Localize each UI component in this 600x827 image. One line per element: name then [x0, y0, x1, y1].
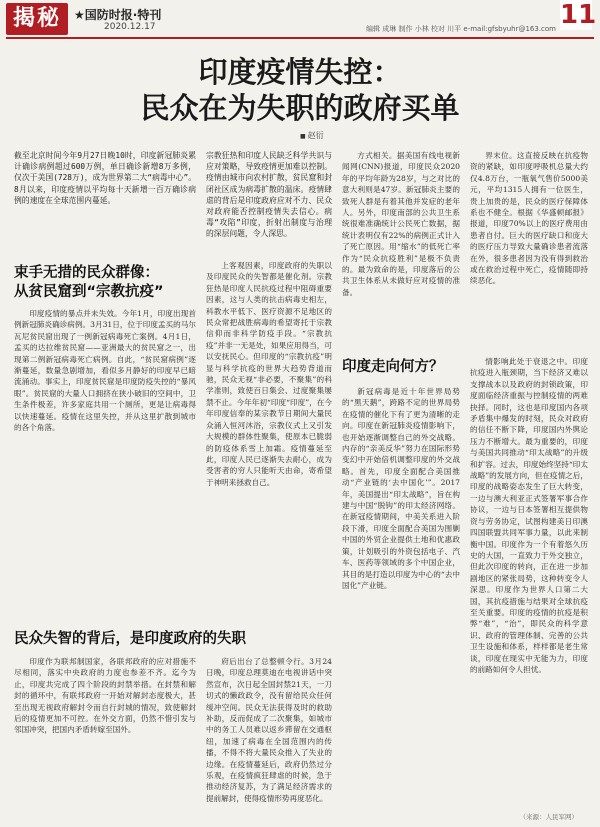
section-1-column-2: 上客观因素，印度政府的失职以及印度民众的失智都是催化剂。宗教狂热是印度人民抗疫过程中阻碍重要因素，这与人类的抗击病毒史相左，科教水平低下、医疗资源不足地区的民众常把战胜病毒的希望寄托于宗教信仰而非科学防疫手段。“宗教抗疫”并非一无是处，如果应用得当，可以安抚民心。但印度的“宗教抗疫”明显与科学抗疫的世界大趋势背道而驰，民众无视“非必要，不聚集”的科学准则，致使百日集会、过度聚集屡禁不止。今年年初“印度“印度”，在今年印度信奉的某宗教节日期间大量民众涌入恒河沐浴，宗教仪式上又引发大规模的群体性聚集，使原本已脆弱的防疫体系雪上加霜。疫情蔓延至此，印度人民已逐渐失去耐心，成为受害者的穷人只能听天由命，寄希望于神明来拯救自己。	[206, 261, 332, 487]
section-1-column-1: 印度疫情的暴点并未失效。今年1月，印度出现首例新冠肺炎确诊病例。3月31日，位于印度孟买的马尔瓦尼贫民窟出现了一例新冠病毒死亡案例。4月1日，孟买的达拉维贫民窟——亚洲最大的贫民窟之一，出现第二例新冠病毒死亡病例。自此，“贫民窟病例”逐渐蔓延，数量急剧增加，看似多月静好的印度早已暗流涌动。事实上，印度贫民窟是印度防疫失控的“暴风眼”。贫民窟的大量人口拥挤在狭小破旧的空间中，卫生条件极差，许多家庭共用一个厕所，更是让病毒得以快速蔓延。疫情在这里失控，并从这里扩散到城市的各个角落。	[14, 309, 196, 433]
lead-paragraph-2: 宗教狂热和印度人民缺乏科学共识与应对策略，导致疫情更加难以控制。疫情由城市向农村扩散，贫民窟和封闭社区成为病毒扩散的温床。疫情肆虐的背后是印度政府应对不力、民众对政府能否控制疫情失去信心。病毒“攻陷”印度，折射出制度与治理的深层问题，令人深思。	[206, 151, 332, 239]
column-3-top: 方式相关。据美国有线电视新闻网(CNN)报道，印度民众2020年的平均年龄为28岁，与之对比的意大利则是47岁。新冠肺炎主要的致死人群是有着其他并发症的老年人。另外，印度南部的公共卫生系统很难准确统计公民死亡数据，据统计表明仅有22%的病例正式计入了死亡原因。用“缩水”的低死亡率作为“民众抗疫胜利”是极不负责的。最为致命的是，印度落后的公共卫生体系从未做好应对疫情的准备。	[342, 151, 460, 297]
page-number: 11	[560, 0, 597, 30]
headline-line-2: 民众在为失职的政府买单	[140, 91, 460, 125]
section-3-column-2: 府后出台了总整顿令行。3月24日晚，印度总理莫迪在电视讲话中突然宣布，次日起全国封禁21天，一刀切式的懒政政令，没有留给民众任何缓冲空间。民众无法获得及时的救助补助，反而促成了二次聚集，如城市中的务工人员难以返乡滞留在交通枢纽，加速了病毒在全国范围内的传播，不得不将大量民众推入了失业的边缘。在疫情蔓延后，政府仍然过分乐观，在疫情疯狂肆虐的时候，急于推动经济复苏，为了满足经济需求的提前解封，使得疫情形势再度恶化。	[206, 657, 332, 803]
editor-credits: 编辑 成琳 制作 小林 校对 川平 e-mail:gfsbyuhr@163.com	[366, 25, 556, 33]
column-4-top: 界末位。这直接反映在抗疫物资的紧缺，如印度呼吸机总量大约仅4.8万台，一瓶氧气售价5000美元，平均1315人拥有一位医生，贵上加贵的是，民众的医疗保障体系也不健全。根据《华盛顿邮报》报道，印度70%以上的医疗费用由患者自付。巨大的医疗缺口和庞大的医疗压力导致大量确诊患者流落在外，很多患者因为没有得到救治或在救治过程中死亡，疫情随即持续恶化。	[470, 151, 588, 286]
section-stamp: 揭秘	[6, 3, 68, 35]
section-2-heading: 印度走向何方？	[342, 359, 444, 375]
section-2-column-2: 情影响此处于衰退之中。印度抗疫进入瓶颈期，当下经济又难以支撑战本以及政府的封锁政策，印度面临经济重振与控制疫情的两难抉择。同时，这也是印度国内各项矛盾集中爆发的时刻，民众对政府的信任不断下降，印度国内外舆论压力不断增大。最为重要的，印度与美国共同推动“印太战略”的升级和扩容。过去，印度始终坚持“印太战略”的发展方向，但在疫情之后，印度的战略姿态发生了巨大转变，一边与澳大利亚正式签署军事合作协议，一边与日本签署相互提供物资与劳务协定，试图构建美日印澳四国联盟共同军事力量，以此来制衡中国。印度作为一个有着悠久历史的大国，一直致力于外交独立，但此次印度的转向，正在进一步加剧地区的紧张局势，这种转变令人深思。印度作为世界人口第二大国，其抗疫措施与结果对全球抗疫至关重要。印度的疫情的抗疫是积弊“难”，“治”，即民众的科学意识、政府的管理体制、完善的公共卫生设施和体系，样样都是老生常谈，印度在现实中无能为力，印度的前路如何令人担忧。	[470, 357, 588, 674]
page-header	[0, 0, 600, 40]
lead-paragraph-1: 截至北京时间今年9月27日晚10时，印度新冠肺炎累计确诊病例超过600万例，单日确诊新增8万多例，仅次于美国(728万)，成为世界第二大“病毒中心”。8月以来，印度疫情以平均每十天新增一百万确诊病例的速度在全球范围内蔓延。	[14, 151, 196, 205]
paper-name: ★国防时报·特刊	[74, 8, 162, 22]
section-3-heading: 民众失智的背后，是印度政府的失职	[14, 631, 246, 647]
section-2-column-1: 新冠病毒是近十年世界局势的“黑天鹅”，跨路不定的世界局势在疫情的催化下有了更为清晰的走向。印度在新冠肺炎疫情影响下，也开始逐渐调整自己的外交战略。内存的“亲美反华”努力在国际形势变幻中开始倍机调整印度的外交战略。首先，印度全面配合美国推动“产业链的‘去中国化’”。2017年，美国提出“印太战略”，旨在构建与中国“脱钩”的印太经济网络。在新冠疫情期间，中美关系进入阶段下滑，印度全面配合美国为围剿中国的外贸企业提供土地和优惠政策，计划吸引的外资包括电子、汽车、医药等领域的多个中国企业，其目的是打造以印度为中心的“去中国化”产业链。	[342, 387, 460, 590]
header-rule	[6, 37, 594, 39]
source-note: （来源：人民军网）	[519, 813, 578, 821]
issue-date: 2020.12.17	[104, 22, 156, 32]
byline: ■ 赵衍	[300, 130, 324, 141]
section-1-heading: 束手无措的民众群像： 从贫民窟到“宗教抗疫”	[14, 265, 164, 300]
section-3-column-1: 印度作为联邦制国家，各联邦政府的应对措施不尽相同，落实中央政府的力度也参差不齐。迄今为止，印度共完成了四个阶段的封禁举措。在封禁和解封的循环中，有联邦政府一开始对解封态度极大，甚至出现无视政府解封令而自行封城的情况，致使解封后的疫情更加不可控。在外交方面，仍然不惜引发与邻国冲突，把国内矛盾转嫁至国外。	[14, 657, 196, 735]
headline-line-1: 印度疫情失控：	[198, 55, 402, 89]
